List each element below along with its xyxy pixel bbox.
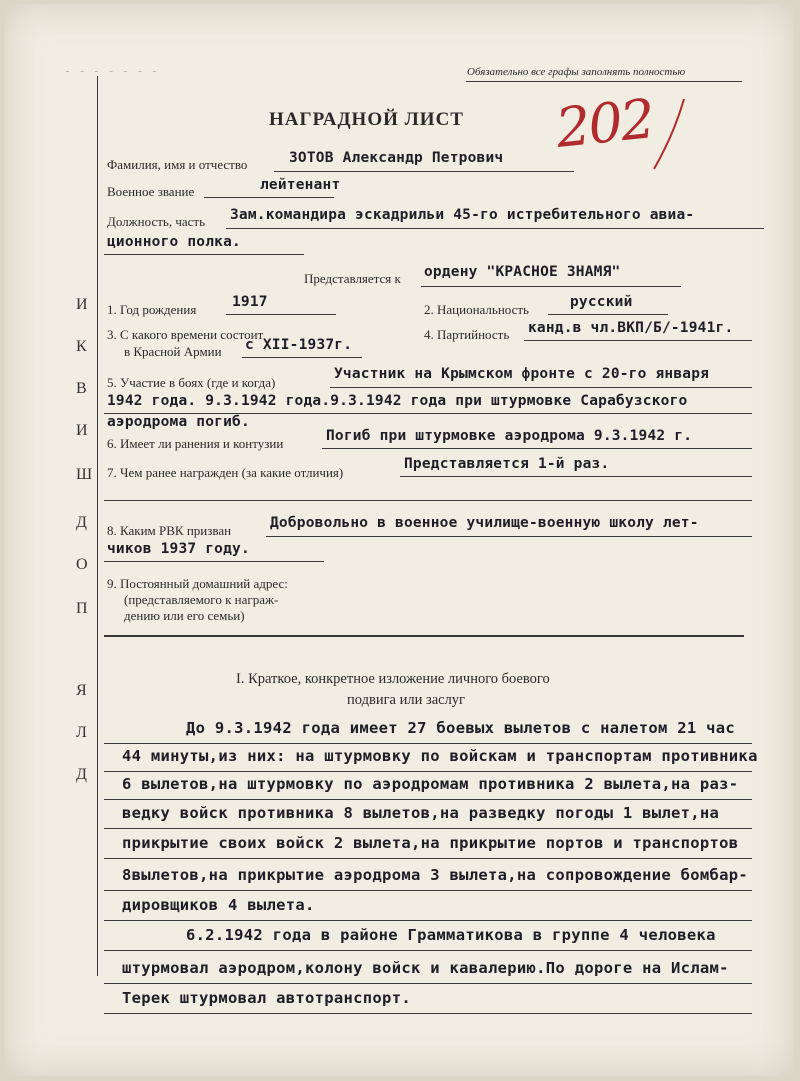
value-rank: лейтенант	[260, 177, 341, 193]
red-stroke	[644, 94, 694, 174]
label-position: Должность, часть	[107, 214, 206, 229]
value-nationality: русский	[570, 294, 633, 310]
label-army-since-2: в Красной Армии	[124, 344, 222, 359]
value-recruited-line1: Добровольно в военное училище-военную школу лет-	[270, 515, 699, 531]
value-name: ЗОТОВ Александр Петрович	[289, 150, 504, 166]
label-address-1: 9. Постоянный домашний адрес:	[107, 576, 288, 591]
value-previous-awards: Представляется 1-й раз.	[404, 456, 610, 472]
label-name: Фамилия, имя и отчество	[107, 157, 248, 172]
label-rank: Военное звание	[107, 184, 195, 199]
label-nationality: 2. Национальность	[424, 302, 529, 317]
label-presented: Представляется к	[304, 271, 401, 286]
value-birth-year: 1917	[232, 294, 268, 310]
label-recruited: 8. Каким РВК призван	[107, 523, 232, 538]
instruction-note: Обязательно все графы заполнять полностью	[467, 66, 686, 78]
label-wounds: 6. Имеет ли ранения и контузии	[107, 436, 284, 451]
value-battles-line1: Участник на Крымском фронте с 20-го января	[334, 366, 710, 382]
label-previous-awards: 7. Чем ранее награжден (за какие отличия)	[107, 465, 344, 480]
label-address-3: дению или его семьи)	[124, 608, 245, 623]
section-heading-line1: I. Краткое, конкретное изложение личного боевого	[236, 671, 550, 687]
value-battles-line2: 1942 года. 9.3.1942 года.9.3.1942 года при штурмовке Сарабузского	[107, 393, 688, 409]
value-position-line1: Зам.командира эскадрильи 45-го истребительного авиа-	[230, 207, 695, 223]
value-party: канд.в чл.ВКП/Б/-1941г.	[528, 320, 734, 336]
label-address-2: (представляемого к награж-	[124, 592, 279, 607]
faded-bleedthrough-text: - - - - - - -	[64, 64, 158, 78]
value-army-since: с XII-1937г.	[245, 337, 353, 353]
value-wounds: Погиб при штурмовке аэродрома 9.3.1942 г.	[326, 428, 693, 444]
value-position-line2: ционного полка.	[107, 234, 241, 250]
value-recruited-line2: чиков 1937 году.	[107, 541, 250, 557]
label-battles: 5. Участие в боях (где и когда)	[107, 375, 276, 390]
label-birth-year: 1. Год рождения	[107, 302, 197, 317]
document-title: НАГРАДНОЙ ЛИСТ	[269, 109, 464, 130]
value-presented: ордену "КРАСНОЕ ЗНАМЯ"	[424, 264, 621, 280]
award-sheet-page: - - - - - - - Обязательно все графы заполнять полностью И К В И Ш Д О П Я Л Д НАГРАДНОЙ ЛИСТ 202 Фамилия, имя и отчество ЗОТОВ Александр Петрович Военное звание лейтенант Должность, часть Зам.командира эскадрильи 45-го истребительного авиа- ционного полка. Представляется к ордену "КРАСНОЕ ЗНАМЯ" 1. Год рождения 1917 2. Национальность русский 3. С какого времени состоит в Красной Армии с XII-1937г. 4. Партийность канд.в чл.ВКП/Б/-1941г. 5. Участие в боях (где и когда) Участник на Крымском фронте с 20-го января 1942 года. 9.3.1942 года.9.3.1942 года при штурмовке Сарабузского аэродрома погиб. 6. Имеет ли ранения и контузии Погиб при штурмовке аэродрома 9.3.1942 г. 7. Чем ранее награжден (за какие отличия) Представляется 1-й раз. 8. Каким РВК призван Добровольно в военное училище-военную школу лет- чиков 1937 году. 9. Постоянный домашний адрес: (представляемого к награж- дению или его семьи) I. Краткое, конкретное изложение личного боевого подвига или заслуг До 9.3.1942 года имеет 27 боевых вылетов с налетом 21 час 44 минуты,из них: на штурмовку по войскам и транспортам противника 6 вылетов,на штурмовку по аэродромам противника 2 вылета,на раз- ведку войск противника 8 вылетов,на разведку погоды 1 вылет,на прикрытие своих войск 2 вылета,на прикрытие портов и транспортов 8вылетов,на прикрытие аэродрома 3 вылета,на сопровождение бомбар- дировщиков 4 вылета. 6.2.1942 года в районе Грамматикова в группе 4 человека штурмовал аэродром,колону войск и кавалерию.По дороге на Ислам- Терек штурмовал автотранспорт.	[4, 4, 794, 1076]
left-margin-rule	[97, 76, 98, 976]
handwritten-number: 202	[552, 87, 657, 160]
section-heading-line2: подвига или заслуг	[347, 692, 465, 708]
value-battles-line3: аэродрома погиб.	[107, 414, 250, 430]
label-party: 4. Партийность	[424, 327, 510, 342]
label-army-since-1: 3. С какого времени состоит	[107, 327, 264, 342]
